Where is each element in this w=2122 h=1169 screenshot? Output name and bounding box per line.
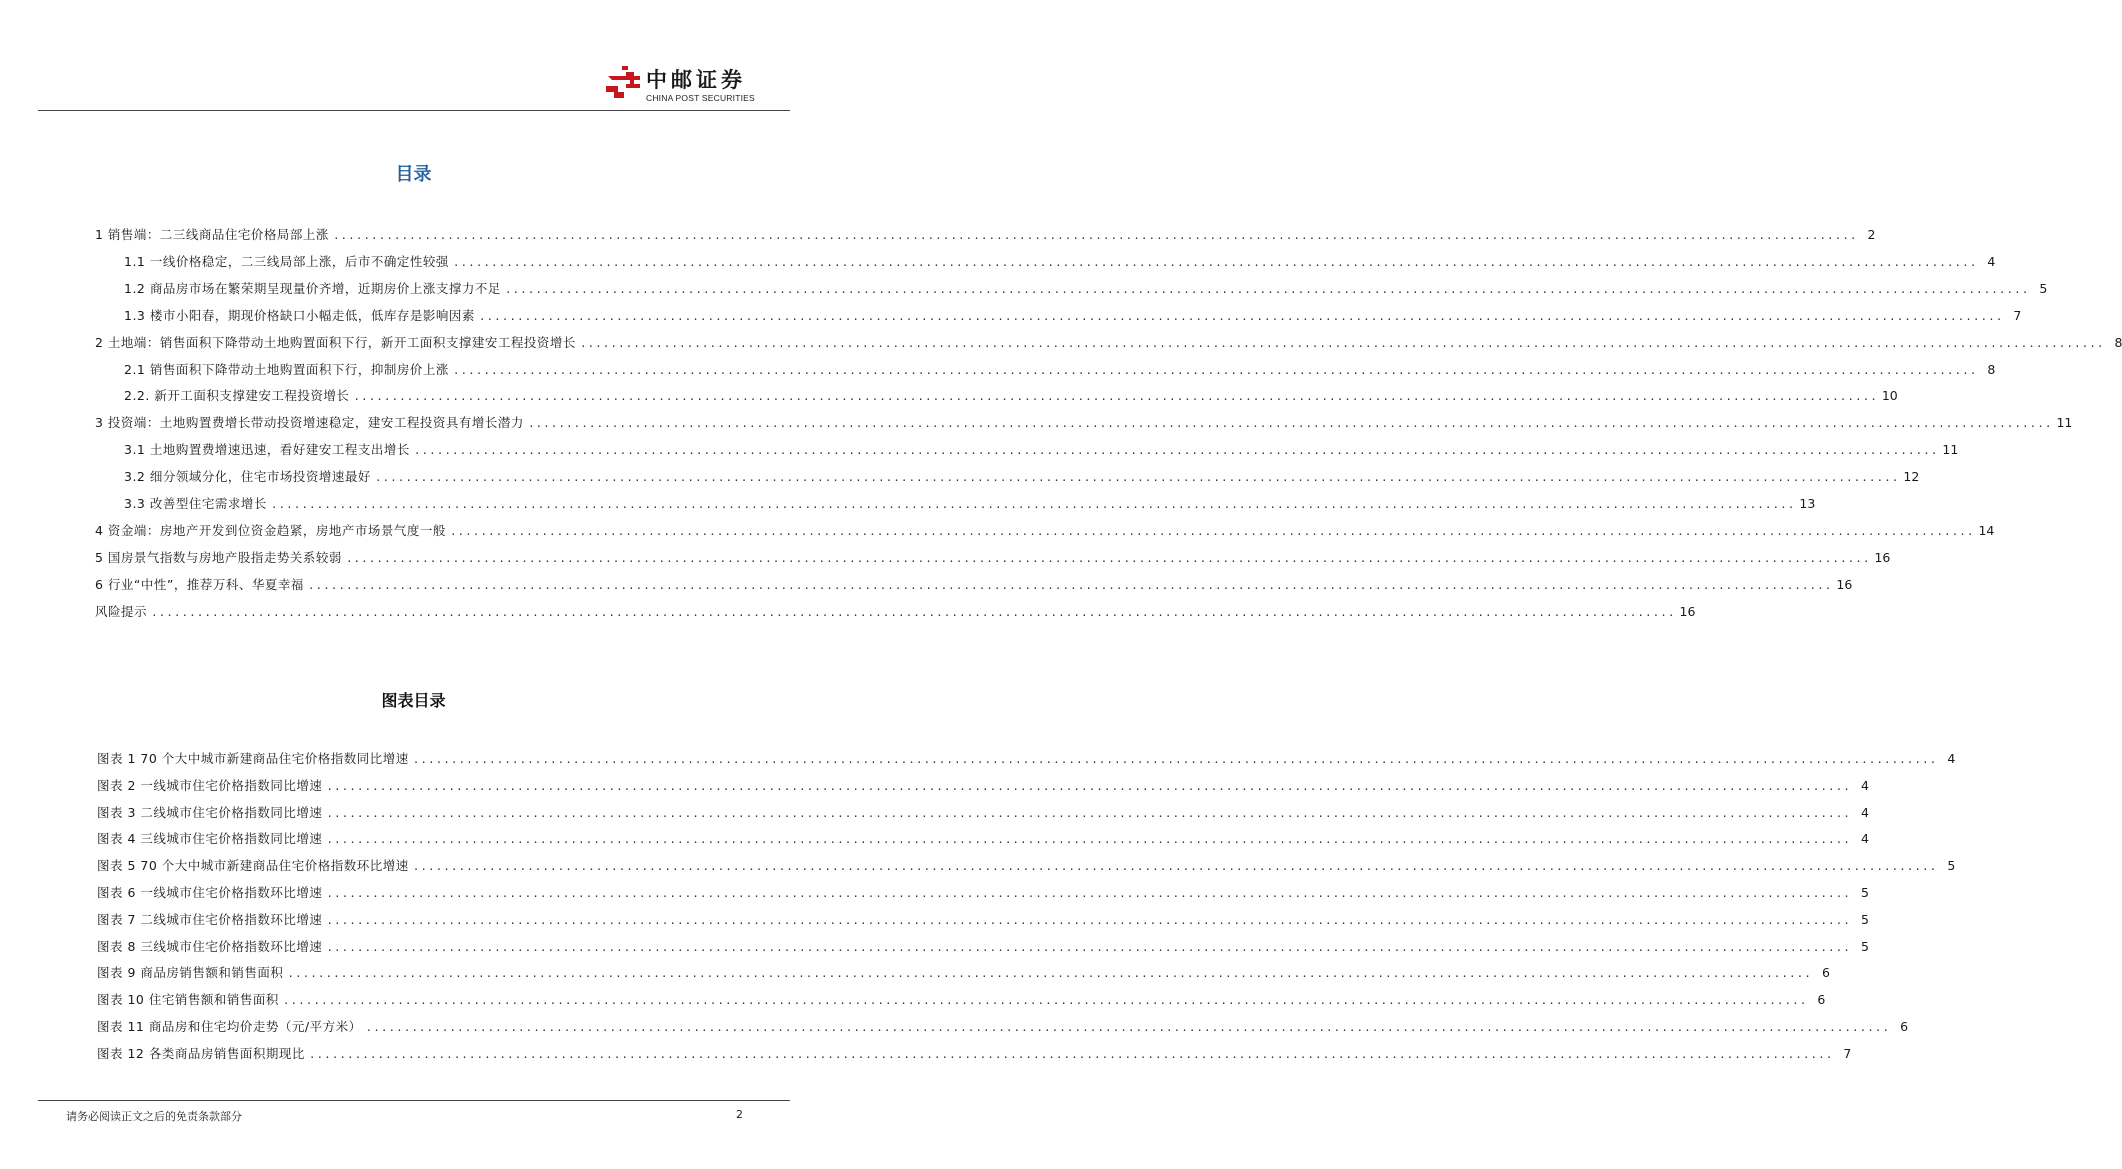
toc-entry[interactable] [124,360,1996,380]
figure-entry-title: 图表 9 商品房销售额和销售面积 [97,965,284,981]
figure-entry-page: 5 [1860,885,1869,900]
toc-entry[interactable] [124,252,1996,272]
dot-leader: ........................................................................................................................................................................................................ [307,578,1833,592]
dot-leader: ........................................................................................................................................................................................................ [449,524,1975,538]
dot-leader: ........................................................................................................................................................................................................ [452,363,1978,377]
figure-entry-title: 图表 1 70 个大中城市新建商品住宅价格指数同比增速 [97,751,409,766]
toc-entry[interactable] [124,494,1816,514]
figure-entry-page: 6 [1900,1019,1909,1034]
toc-entry-title: 1 销售端：二三线商品住宅价格局部上涨 [95,227,329,242]
toc-entry-title: 2.1 销售面积下降带动土地购置面积下行，抑制房价上涨 [124,361,449,377]
dot-leader: ........................................................................................................................................................................................................ [326,806,1851,820]
dot-leader: ........................................................................................................................................................................................................ [308,1047,1834,1061]
figure-entry-page: 5 [1860,911,1869,927]
toc-entry-page: 5 [2039,280,2048,296]
toc-entry-page: 2 [1867,227,1876,242]
toc-entry-title: 5 国房景气指数与房地产股指走势关系较弱 [95,549,342,565]
toc-entry-page: 8 [1987,361,1996,377]
dot-leader: ........................................................................................................................................................................................................ [452,255,1978,269]
logo-chinese-name: 中邮证券 [646,67,746,92]
toc-entry-title: 3.1 土地购置费增速迅速，看好建安工程支出增长 [124,442,410,458]
toc-entry-page: 16 [1836,576,1853,592]
toc-entry[interactable] [95,575,1853,595]
figure-entry-title: 图表 5 70 个大中城市新建商品住宅价格指数环比增速 [97,858,409,874]
toc-entry[interactable] [124,306,2022,326]
toc-entry-title: 3.2 细分领域分化，住宅市场投资增速最好 [124,469,371,485]
toc-entry-page: 8 [2114,334,2122,350]
toc-entry-page: 14 [1978,522,1995,538]
logo-english-name: CHINA POST SECURITIES [646,93,755,103]
figure-entry[interactable] [97,803,1869,823]
toc-entry-title: 1.1 一线价格稳定，二三线局部上涨，后市不确定性较强 [124,253,449,269]
figure-entry[interactable] [97,776,1869,796]
toc-entry[interactable] [95,521,1995,541]
figure-entry-page: 4 [1860,777,1869,793]
toc-entry[interactable] [95,225,1876,245]
figure-entry[interactable] [97,963,1830,983]
toc-entry-title: 3 投资端：土地购置费增长带动投资增速稳定，建安工程投资具有增长潜力 [95,415,524,431]
toc-entry-page: 10 [1881,388,1898,404]
figure-entry-title: 图表 4 三线城市住宅价格指数同比增速 [97,831,323,847]
dot-leader: ........................................................................................................................................................................................................ [326,779,1851,793]
china-post-logo-icon [604,62,644,102]
figure-entry-title: 图表 8 三线城市住宅价格指数环比增速 [97,938,323,954]
toc-entry-page: 11 [1942,442,1959,458]
figure-entry[interactable] [97,937,1869,957]
footer-divider [38,1100,790,1101]
toc-entry-title: 2.2. 新开工面积支撑建安工程投资增长 [124,388,350,404]
figure-entry[interactable] [97,910,1869,930]
figure-entry[interactable] [97,1017,1909,1037]
toc-entry-page: 4 [1987,253,1996,269]
toc-entry-title: 风险提示 [95,603,148,619]
dot-leader: ........................................................................................................................................................................................................ [151,605,1676,619]
figure-entry-page: 5 [1860,938,1869,954]
figure-entry[interactable] [97,883,1869,903]
toc-entry[interactable] [124,440,1959,460]
figure-entry-title: 图表 12 各类商品房销售面积期现比 [97,1045,305,1061]
dot-leader: ........................................................................................................................................................................................................ [412,753,1938,766]
figure-entry[interactable] [97,1044,1852,1064]
toc-entry-title: 1.2 商品房市场在繁荣期呈现量价齐增，近期房价上涨支撑力不足 [124,280,501,296]
dot-leader: ........................................................................................................................................................................................................ [527,417,2053,431]
figure-entry-title: 图表 3 二线城市住宅价格指数同比增速 [97,804,323,820]
toc-entry[interactable] [95,333,2122,353]
figure-entry-title: 图表 6 一线城市住宅价格指数环比增速 [97,885,323,900]
dot-leader: ........................................................................................................................................................................................................ [413,444,1939,458]
footer-disclaimer: 请务必阅读正文之后的免责条款部分 [66,1110,242,1123]
toc-entry[interactable] [124,467,1920,487]
dot-leader: ........................................................................................................................................................................................................ [282,994,1808,1008]
figure-entry-page: 4 [1947,751,1956,766]
dot-leader: ........................................................................................................................................................................................................ [579,336,2105,350]
toc-entry-title: 3.3 改善型住宅需求增长 [124,496,267,511]
figure-entry[interactable] [97,829,1869,849]
toc-entry-title: 1.3 楼市小阳春，期现价格缺口小幅走低，低库存是影响因素 [124,307,475,323]
figure-entry[interactable] [97,990,1826,1010]
toc-entry-page: 13 [1799,496,1816,511]
toc-title: 目录 [395,164,432,185]
figure-entry-title: 图表 7 二线城市住宅价格指数环比增速 [97,911,323,927]
dot-leader: ........................................................................................................................................................................................................ [345,551,1871,565]
toc-entry-title: 2 土地端：销售面积下降带动土地购置面积下行，新开工面积支撑建安工程投资增长 [95,334,576,350]
figure-entry-title: 图表 10 住宅销售额和销售面积 [97,992,279,1008]
header-divider [38,110,790,111]
toc-entry-page: 16 [1874,549,1891,565]
toc-entry[interactable] [124,279,2048,299]
figure-entry-page: 4 [1860,804,1869,820]
dot-leader: ........................................................................................................................................................................................................ [326,833,1851,847]
dot-leader: ........................................................................................................................................................................................................ [326,887,1851,900]
toc-entry[interactable] [95,548,1891,568]
dot-leader: ........................................................................................................................................................................................................ [326,940,1851,954]
figure-entry-title: 图表 11 商品房和住宅均价走势（元/平方米） [97,1019,362,1034]
figure-entry-page: 7 [1843,1045,1852,1061]
page-header [0,0,827,112]
dot-leader: ........................................................................................................................................................................................................ [353,390,1878,404]
dot-leader: ........................................................................................................................................................................................................ [287,967,1812,981]
toc-entry[interactable] [95,413,2073,433]
figures-title: 图表目录 [381,691,446,710]
toc-entry-page: 11 [2056,415,2073,431]
figure-entry[interactable] [97,856,1956,876]
toc-entry-page: 16 [1679,603,1696,619]
dot-leader: ........................................................................................................................................................................................................ [332,229,1858,242]
figure-entry-page: 6 [1817,992,1826,1008]
footer-page-number: 2 [736,1108,743,1121]
figure-entry-title: 图表 2 一线城市住宅价格指数同比增速 [97,777,323,793]
company-logo [604,62,764,106]
toc-entry-page: 7 [2013,307,2022,323]
figure-entry[interactable] [97,749,1956,769]
dot-leader: ........................................................................................................................................................................................................ [374,471,1900,485]
dot-leader: ........................................................................................................................................................................................................ [326,913,1851,927]
figure-entry-page: 5 [1947,858,1956,874]
dot-leader: ........................................................................................................................................................................................................ [504,282,2030,296]
dot-leader: ........................................................................................................................................................................................................ [412,860,1938,874]
toc-entry-title: 6 行业“中性”，推荐万科、华夏幸福 [95,576,304,592]
dot-leader: ........................................................................................................................................................................................................ [478,309,2004,323]
toc-entry[interactable] [124,386,1898,406]
dot-leader: ........................................................................................................................................................................................................ [270,498,1796,511]
figure-entry-page: 4 [1860,831,1869,847]
toc-entry-page: 12 [1903,469,1920,485]
toc-entry-title: 4 资金端：房地产开发到位资金趋紧，房地产市场景气度一般 [95,522,446,538]
dot-leader: ........................................................................................................................................................................................................ [365,1021,1891,1034]
figure-entry-page: 6 [1821,965,1830,981]
toc-entry[interactable] [95,602,1696,622]
